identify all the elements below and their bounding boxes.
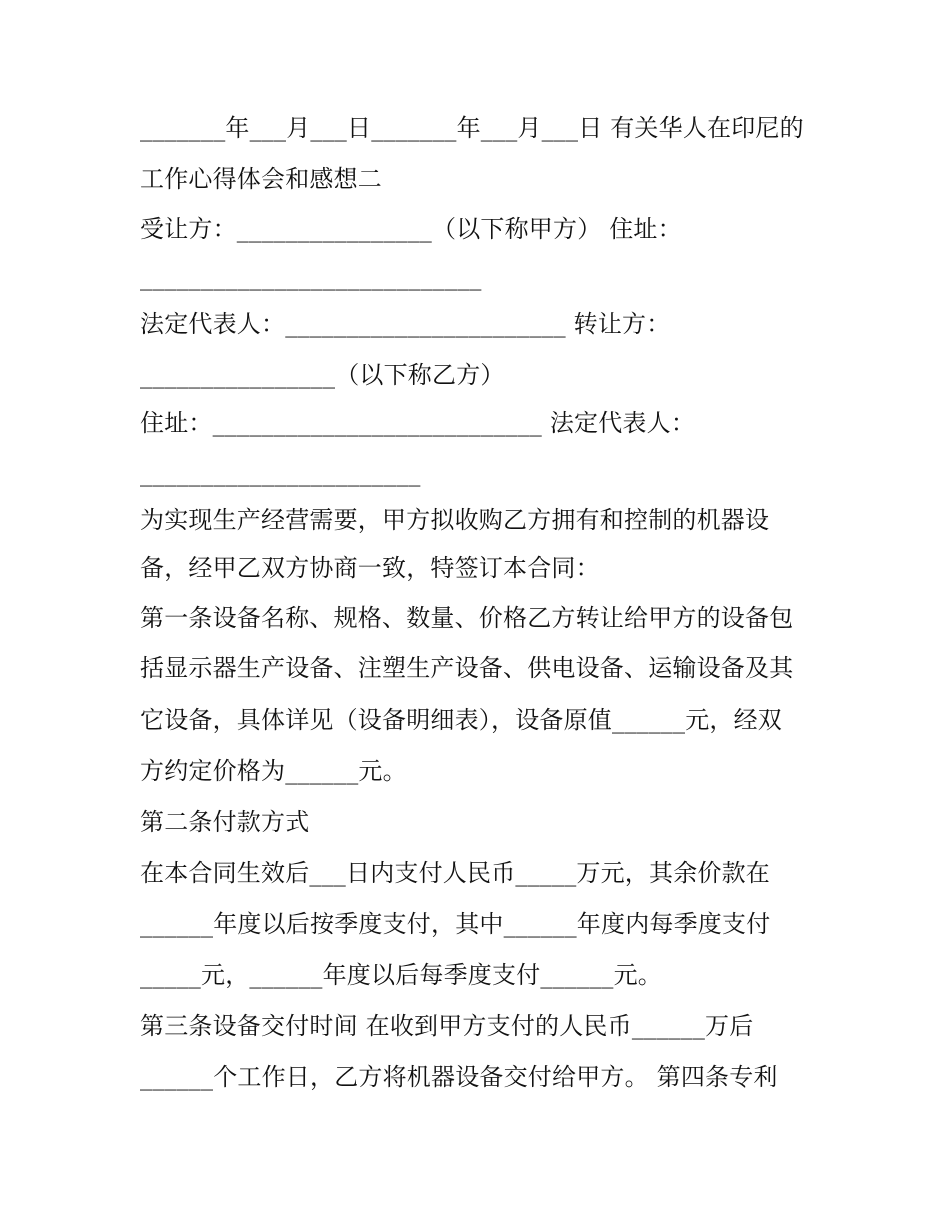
text-line: 备，经甲乙双方协商一致，特签订本合同： xyxy=(140,554,600,582)
text-line: ______年度以后按季度支付，其中______年度内每季度支付 xyxy=(140,910,771,938)
text-line: 它设备，具体详见（设备明细表），设备原值______元，经双 xyxy=(140,706,782,734)
text-line: ____________________________ xyxy=(140,263,482,291)
text-line: 法定代表人：_______________________ 转让方： xyxy=(140,310,671,338)
text-line: 工作心得体会和感想二 xyxy=(140,165,382,193)
text-line: 第二条付款方式 xyxy=(140,808,310,836)
text-line: ________________（以下称乙方） xyxy=(140,361,505,389)
text-line: 括显示器生产设备、注塑生产设备、供电设备、运输设备及其 xyxy=(140,654,794,682)
text-line: 在本合同生效后___日内支付人民币_____万元，其余价款在 xyxy=(140,859,770,887)
text-line: 受让方：________________（以下称甲方） 住址： xyxy=(140,215,682,243)
text-line: _____元，______年度以后每季度支付______元。 xyxy=(140,961,662,989)
text-line: 住址：___________________________ 法定代表人： xyxy=(140,409,696,437)
text-line: ______个工作日，乙方将机器设备交付给甲方。 第四条专利 xyxy=(140,1063,778,1091)
text-line: _______年___月___日_______年___月___日 有关华人在印尼的 xyxy=(140,114,804,142)
text-line: _______________________ xyxy=(140,459,421,487)
text-line: 方约定价格为______元。 xyxy=(140,757,407,785)
text-line: 第一条设备名称、规格、数量、价格乙方转让给甲方的设备包 xyxy=(140,604,794,632)
text-line: 为实现生产经营需要，甲方拟收购乙方拥有和控制的机器设 xyxy=(140,506,770,534)
text-line: 第三条设备交付时间 在收到甲方支付的人民币______万后 xyxy=(140,1012,754,1040)
